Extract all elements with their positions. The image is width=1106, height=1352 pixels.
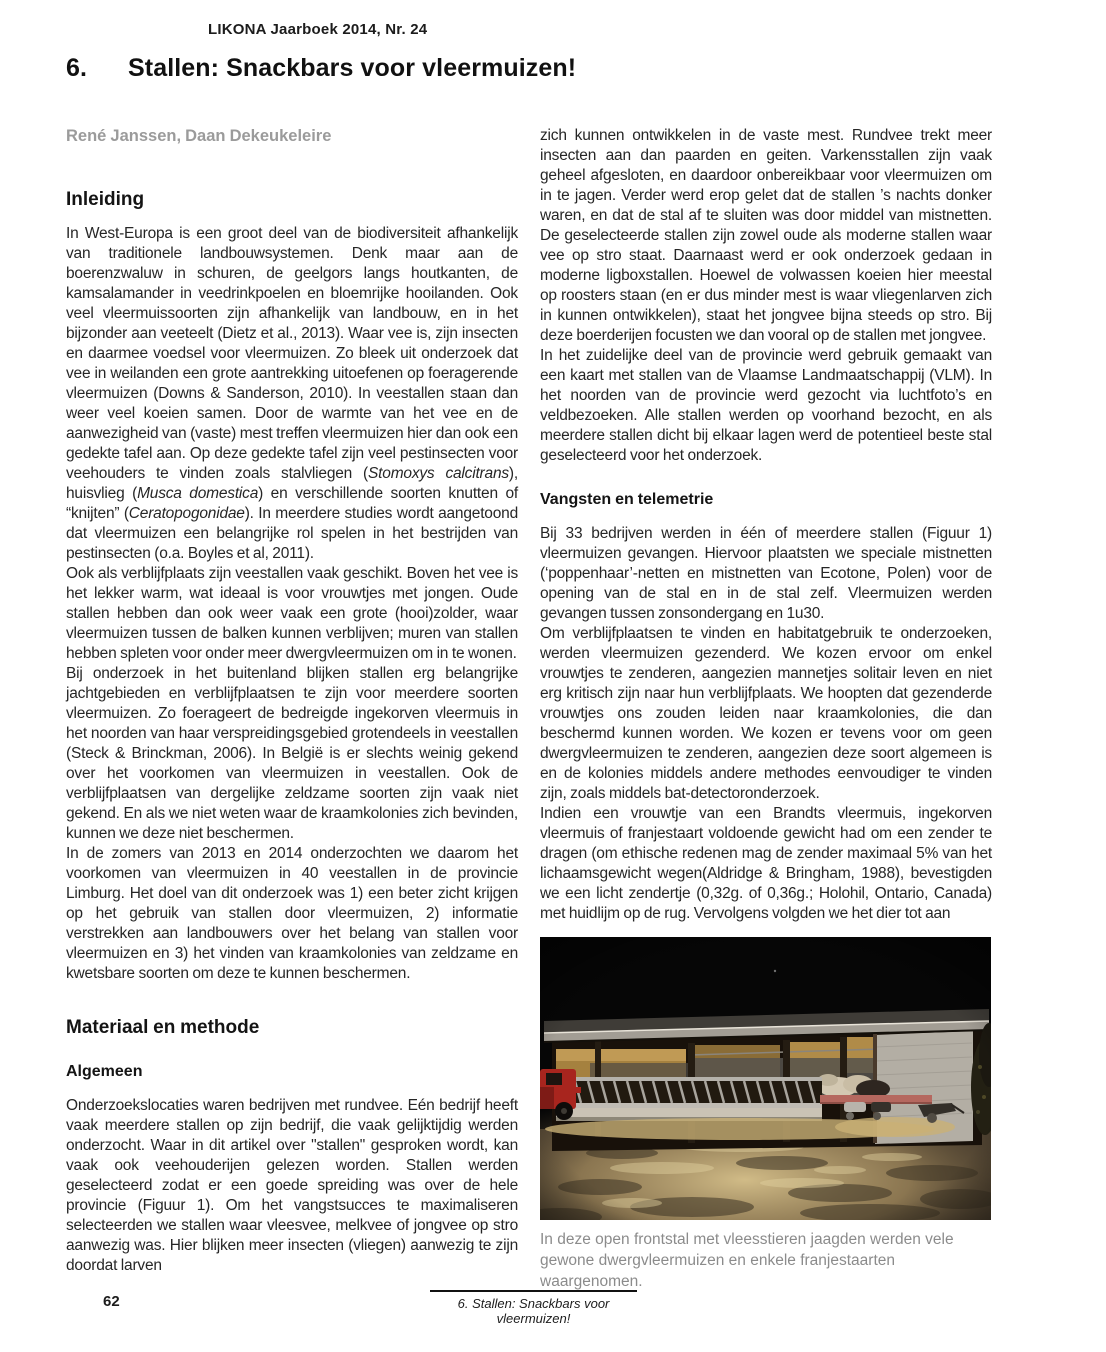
section-heading-materiaal: Materiaal en methode	[66, 1017, 260, 1038]
chapter-number: 6.	[66, 54, 88, 82]
article-title-text: Stallen: Snackbars voor vleermuizen!	[128, 54, 577, 82]
article-title	[66, 54, 576, 83]
paragraph-intro-2: Ook als verblijfplaats zijn veestallen vaak geschikt. Boven het vee is het lekker warm, wat ideaal is voor vrouwtjes met jongen. Oude stallen hebben dan ook weer vaak een grote (hooi)zolder, waar vleermuizen tussen de balken kunnen verblijven; muren van stallen hebben spleten voor onder meer dwergvleermuizen om in te wonen.	[66, 565, 518, 662]
paragraph-algemeen: Onderzoekslocaties waren bedrijven met rundvee. Eén bedrijf heeft vaak meerdere stallen op zijn bedrijf, die vaak gelijktijdig werden onderzocht. Waar in dit artikel over "stallen" gesproken wordt, kan vaak ook veehouderijen gelezen worden. Stallen werden geselecteerd zodat er een goede spreiding was over de hele provincie (Figuur 1). Om het vangstsucces te maximaliseren selecteerden we stallen waar vleesvee, melkvee of jongvee op stro aanwezig was. Hier blijken meer insecten (vliegen) aanwezig te zijn doordat larven	[66, 1097, 518, 1274]
paragraph-continuation-1: zich kunnen ontwikkelen in de vaste mest. Rundvee trekt meer insecten aan dan paarden en geiten. Varkensstallen zijn vaak geheel afgesloten, en daardoor onbereikbaar voor vleermuizen om in te jagen. Verder werd erop gelet dat de stallen ’s nachts donker waren, en dat de stal af te sluiten was door middel van mistnetten. De geselecteerde stallen zijn zowel oude als moderne stallen waar vee op stro staat. Daarnaast werd er ook onderzoek gedaan in moderne ligboxstallen. Hoewel de volwassen koeien hier meestal op roosters staan (en er dus minder mest is waar vliegenlarven zich in kunnen ontwikkelen), staat het jongvee bijna steeds op stro. Bij deze boerderijen focusten we dan vooral op de stallen met jongvee.	[540, 127, 992, 344]
page-number: 62	[103, 1293, 120, 1310]
left-column	[66, 126, 518, 1292]
section-heading-inleiding: Inleiding	[66, 189, 145, 210]
photo-caption: In deze open frontstal met vleesstieren jaagden werden vele gewone dwergvleermuizen en enkele franjestaarten waargenomen.	[540, 1231, 954, 1290]
paragraph-vangsten-1: Bij 33 bedrijven werden in één of meerdere stallen (Figuur 1) vleermuizen gevangen. Hiervoor plaatsten we speciale mistnetten (‘poppenhaar’-netten en mistnetten van Ecotone, Polen) voor de opening van de stal en in de stal zelf. Vleermuizen werden gevangen tussen zonsondergang en 1u30.	[540, 525, 992, 622]
subsection-heading-algemeen: Algemeen	[66, 1063, 143, 1080]
paragraph-intro-4: In de zomers van 2013 en 2014 onderzochten we daarom het voorkomen van vleermuizen in 40 veestallen in de provincie Limburg. Het doel van dit onderzoek was 1) een beter zicht krijgen op het gebruik van stallen door vleermuizen, 2) informatie verstrekken aan landbouwers over het belang van stallen voor vleermuizen en 3) het vinden van kraamkolonies van zeldzame en kwetsbare soorten om deze te kunnen beschermen.	[66, 845, 518, 982]
authors-line: René Janssen, Daan Dekeukeleire	[66, 127, 332, 145]
paragraph-vangsten-3: Indien een vrouwtje van een Brandts vleermuis, ingekorven vleermuis of franjestaart voldoende gewicht had om een zender te dragen (om ethische redenen mag de zender maximaal 5% van het lichaamsgewicht wegen(Aldridge & Bringham, 1988), bevestigden we een licht zendertje (0,32g. of 0,36g.; Holohil, Ontario, Canada) met huidlijm op de rug. Vervolgens volgden we het dier tot aan	[540, 805, 992, 922]
barn-night-photo	[540, 937, 991, 1220]
paragraph-intro-1: In West-Europa is een groot deel van de biodiversiteit afhankelijk van traditionele landbouwsystemen. Denk maar aan de boerenzwaluw in schuren, de geelgors langs houtkanten, de kamsalamander in veedrinkpoelen en bloemrijke hooilanden. Ook veel vleermuissoorten zijn afhankelijk van landbouw, en in het bijzonder aan veeteelt (Dietz et al., 2013). Waar vee is, zijn insecten en daarmee voedsel voor vleermuizen. Zo bleek uit onderzoek dat vee in weilanden een grote aantrekking uitoefenen op foeragerende vleermuizen (Downs & Sanderson, 2010). In veestallen staan dan weer veel koeien samen. Door de warmte van het vee en de aanwezigheid van (vaste) mest treffen vleermuizen hier dan ook een gedekte tafel aan. Op deze gedekte tafel zijn veel pestinsecten voor veehouders te vinden zoals stalvliegen (Stomoxys calcitrans), huisvlieg (Musca domestica) en verschillende soorten knutten of “knijten” (Ceratopogonidae). In meerdere studies wordt aangetoond dat vleermuizen een belangrijke rol spelen in het bestrijden van pestinsecten (o.a. Boyles et al, 2011).	[66, 225, 518, 562]
two-column-body	[66, 126, 992, 1292]
paragraph-continuation-2: In het zuidelijke deel van de provincie werd gebruik gemaakt van een kaart met stallen van de Vlaamse Landmaatschappij (VLM). In het noorden van de provincie werd gezocht via luchtfoto’s en veldbezoeken. Alle stallen werden op voorhand bezocht, en als meerdere stallen dicht bij elkaar lagen werd de potentieel beste stal geselecteerd voor het onderzoek.	[540, 347, 992, 464]
paragraph-vangsten-2: Om verblijfplaatsen te vinden en habitatgebruik te onderzoeken, werden vleermuizen gezenderd. We kozen ervoor om enkel vrouwtjes te zenderen, aangezien mannetjes solitair leven en niet erg kritisch zijn naar hun verblijfplaats. We hoopten dat gezenderde vrouwtjes ons zouden leiden naar kraamkolonies, die dan beschermd kunnen worden. We kozen er tevens voor om geen dwergvleermuizen te zenderen, aangezien deze soort algemeen is en de kolonies middels andere methodes eenvoudiger te vinden zijn, zoals middels bat-detectoronderzoek.	[540, 625, 992, 802]
journal-header: LIKONA Jaarboek 2014, Nr. 24	[208, 21, 428, 38]
subsection-heading-vangsten: Vangsten en telemetrie	[540, 491, 714, 508]
barn-photo-figure	[540, 937, 992, 1292]
paragraph-intro-3: Bij onderzoek in het buitenland blijken stallen erg belangrijke jachtgebieden en verblijfplaatsen te zijn voor meerdere soorten vleermuizen. Zo foerageert de bedreigde ingekorven vleermuis in het noorden van haar verspreidingsgebied grotendeels in veestallen (Steck & Brinckman, 2006). In België is er slechts weinig gekend over het voorkomen van vleermuizen in veestallen. Ook de verblijfplaatsen van dergelijke zeldzame soorten zijn vaak niet gekend. En als we niet weten waar de kraamkolonies zich bevinden, kunnen we deze niet beschermen.	[66, 665, 518, 842]
running-footer-title: 6. Stallen: Snackbars voor vleermuizen!	[430, 1290, 637, 1326]
right-column	[540, 126, 992, 1292]
